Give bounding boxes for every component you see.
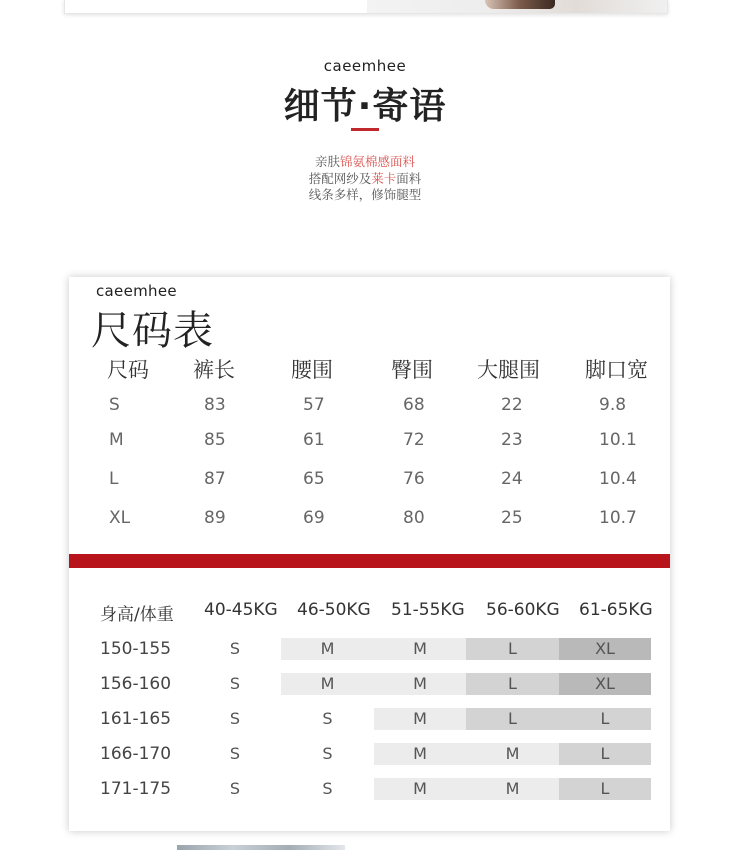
header-length: 裤长 <box>193 358 235 382</box>
header-hip: 臀围 <box>391 358 433 382</box>
height-label: 161-165 <box>100 709 172 729</box>
header-hem: 脚口宽 <box>585 358 648 382</box>
desc-line-2: 搭配网纱及莱卡面料 <box>308 170 422 186</box>
section-divider <box>69 554 670 568</box>
size-cell: S <box>229 744 241 763</box>
size-cell: L <box>466 638 559 660</box>
section-title: 细节·寄语 <box>283 86 447 127</box>
header-weight-5: 61-65KG <box>579 600 653 620</box>
size-cell: S <box>229 674 241 693</box>
size-cell: M <box>466 743 559 765</box>
size-cell: S <box>229 709 241 728</box>
size-cell: M <box>374 638 466 660</box>
size-cell: M <box>374 778 466 800</box>
height-label: 166-170 <box>100 744 172 764</box>
header-waist: 腰围 <box>291 358 333 382</box>
size-cell: L <box>466 673 559 695</box>
shoe-image <box>485 0 555 9</box>
size-cell: M <box>281 638 374 660</box>
size-cell: M <box>374 743 466 765</box>
size-cell: L <box>559 743 651 765</box>
card-brand-logo: caeemhee <box>96 282 177 300</box>
header-weight-1: 40-45KG <box>204 600 278 620</box>
header-size: 尺码 <box>107 358 149 382</box>
size-chart-title: 尺码表 <box>91 308 214 354</box>
height-label: 171-175 <box>100 779 172 799</box>
previous-section-image <box>64 0 668 14</box>
desc-line-3: 线条多样，修饰腿型 <box>308 187 422 202</box>
size-cell: L <box>559 708 651 730</box>
size-cell: M <box>281 673 374 695</box>
size-cell: M <box>374 708 466 730</box>
size-cell: M <box>466 778 559 800</box>
header-weight-4: 56-60KG <box>486 600 560 620</box>
description <box>0 154 730 204</box>
product-photo-fragment <box>367 0 667 13</box>
size-cell: S <box>229 779 241 798</box>
size-cell: S <box>322 744 333 763</box>
next-section-image <box>177 845 345 850</box>
header-thigh: 大腿围 <box>477 358 540 382</box>
desc-line-1: 亲肤锦氨棉感面料 <box>314 154 416 169</box>
size-chart-card: caeemhee 尺码表 尺码 裤长 腰围 臀围 大腿围 脚口宽 S 83 57 68 22 9.8 M 85 61 72 23 10.1 L 87 65 76 24 10.4 XL 89 69 80 25 10.7 身高/体重 40-45KG 46-50KG 51-55KG 56-60KG 61-65KG 150-155 S M M L XL 156-160 S M M L XL 161-165 S S M L L 166-170 S S M M L 171-175 S S M M L <box>69 277 670 831</box>
size-cell: L <box>559 778 651 800</box>
size-cell: S <box>229 639 241 658</box>
height-label: 156-160 <box>100 674 172 694</box>
header-weight-2: 46-50KG <box>297 600 371 620</box>
size-cell: XL <box>559 638 651 660</box>
size-cell: L <box>466 708 559 730</box>
title-underline <box>351 128 379 131</box>
size-cell: S <box>322 779 333 798</box>
header-weight-3: 51-55KG <box>391 600 465 620</box>
size-cell: S <box>322 709 333 728</box>
size-cell: XL <box>559 673 651 695</box>
brand-logo: caeemhee <box>323 57 407 75</box>
size-cell: M <box>374 673 466 695</box>
height-label: 150-155 <box>100 639 172 659</box>
header-height-weight: 身高/体重 <box>100 605 174 625</box>
